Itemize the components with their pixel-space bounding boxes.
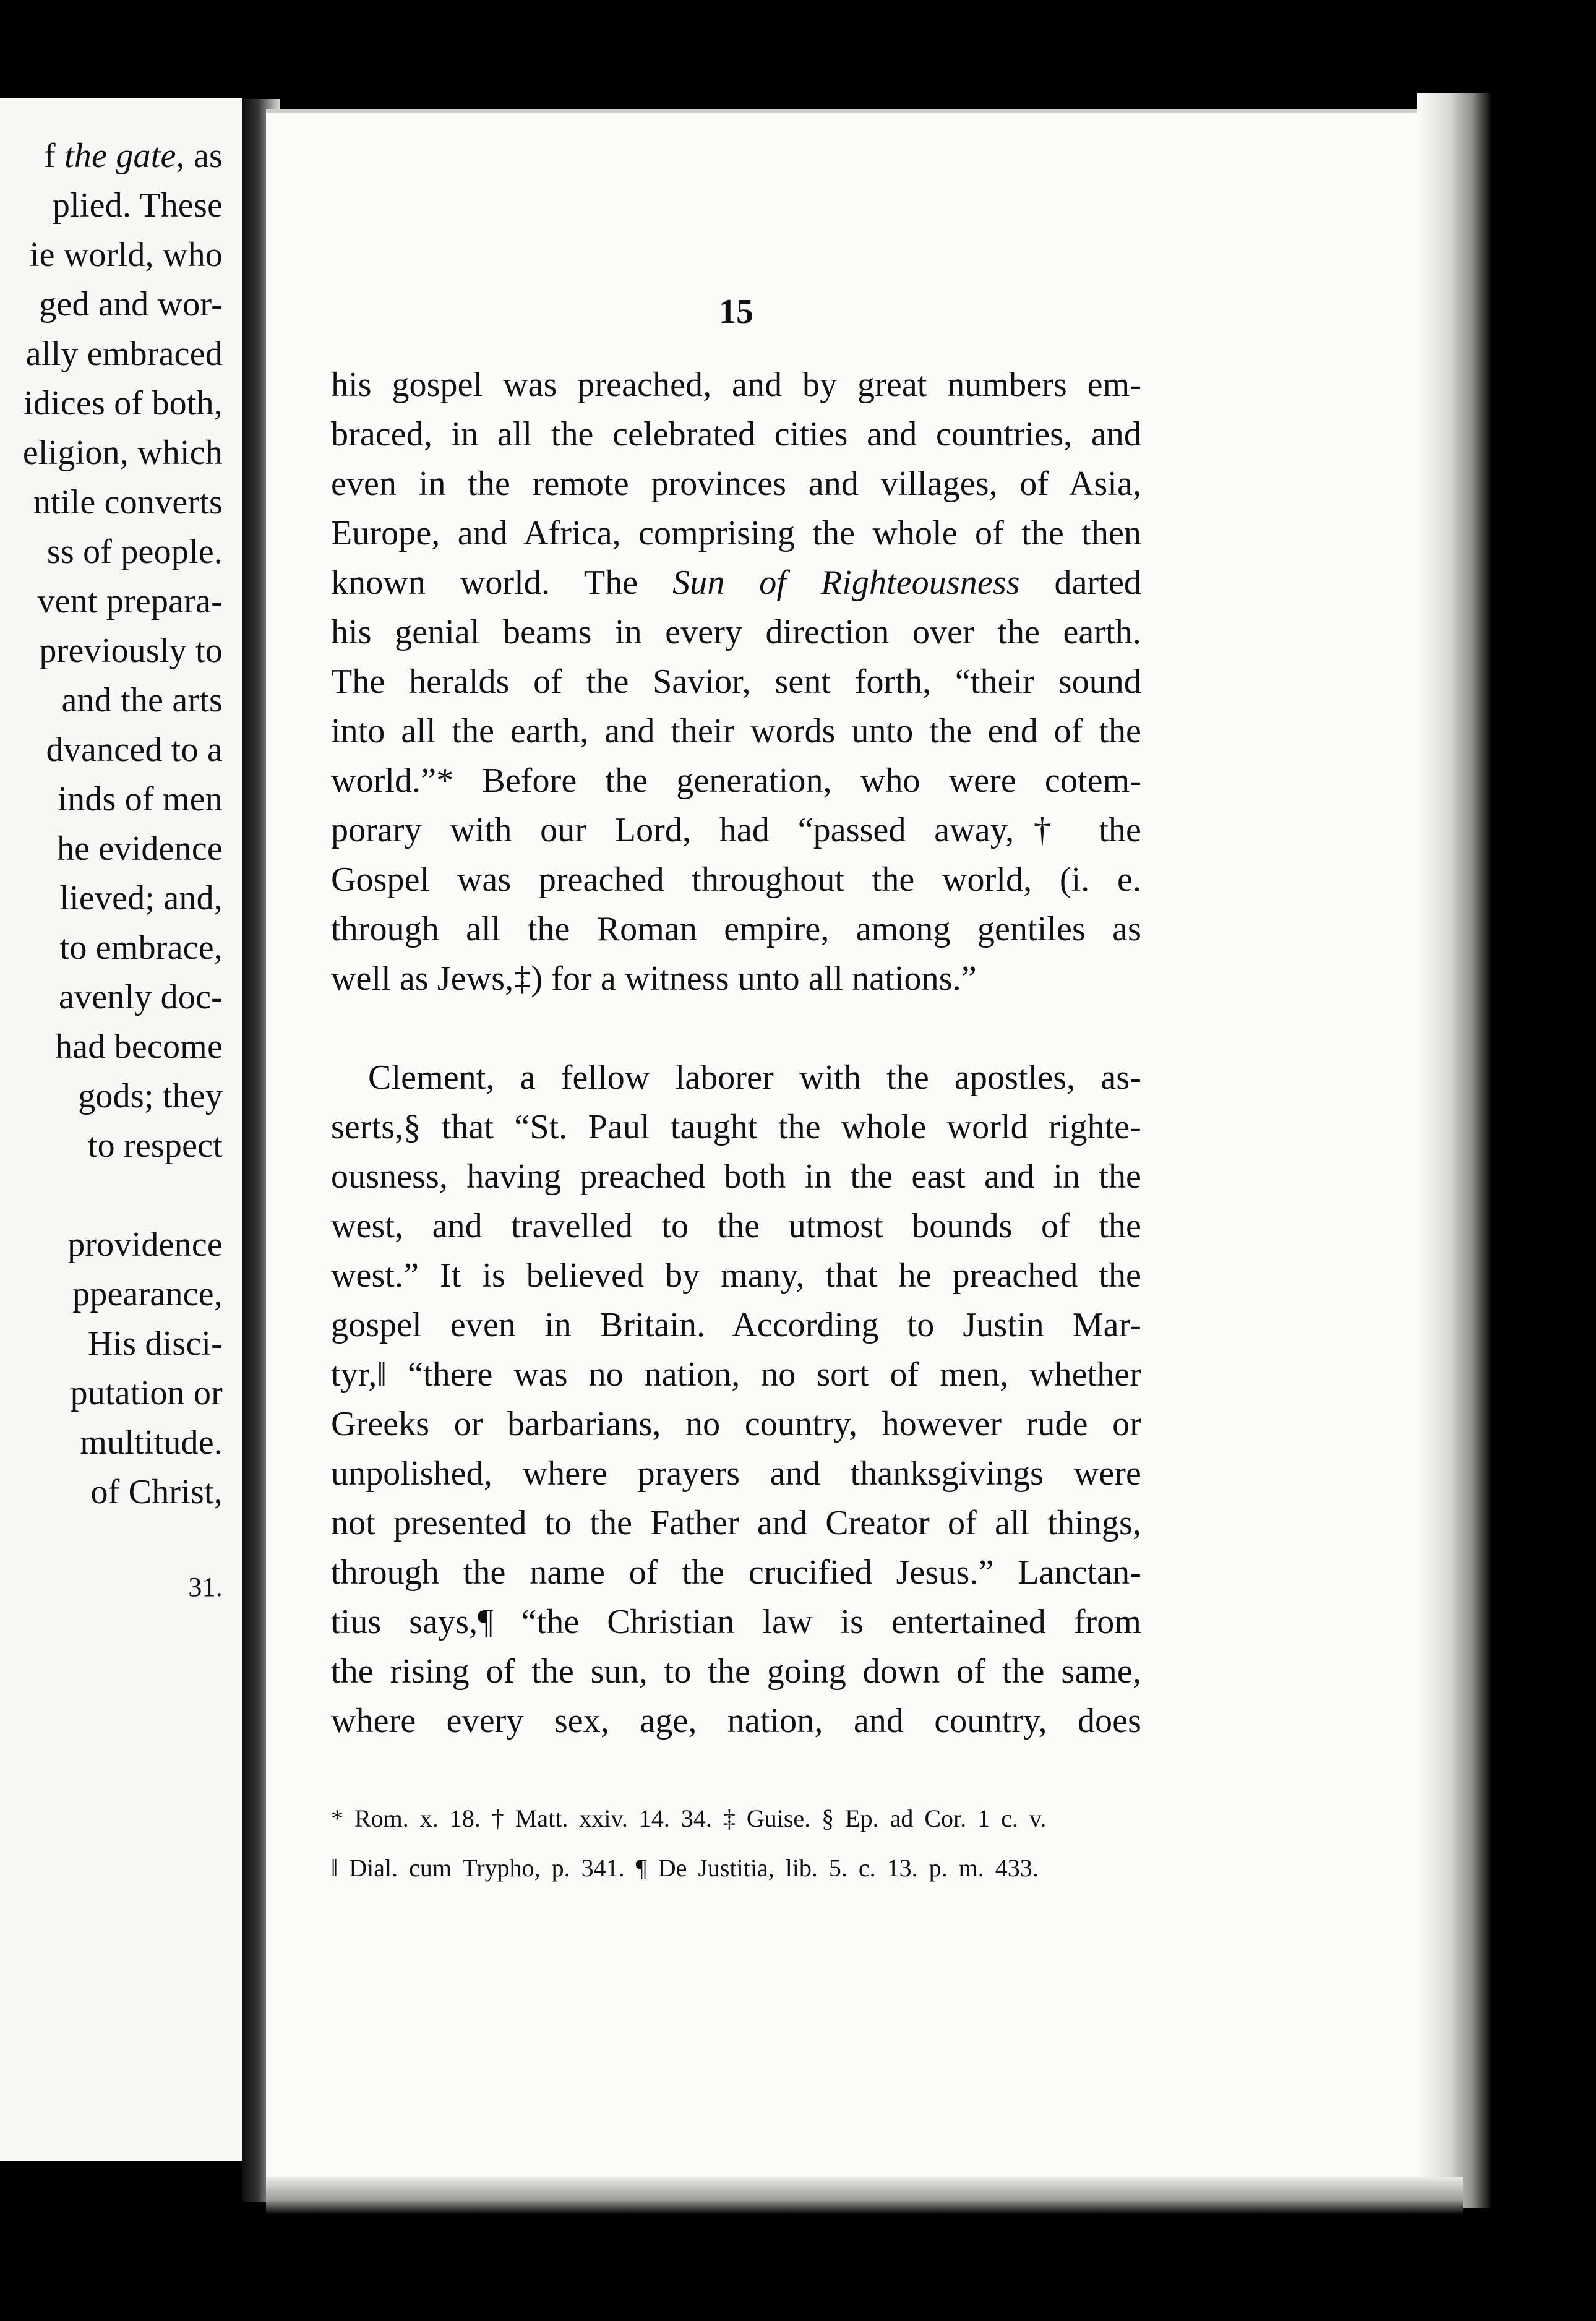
paragraph-line: Gospel was preached throughout the world, (i. e. [331, 860, 1141, 899]
paragraph-line: even in the remote provinces and villages, of Asia, [331, 465, 1141, 503]
paragraph-line: world.”* Before the generation, who were cotem- [331, 762, 1141, 800]
paragraph-line: his genial beams in every direction over the earth. [331, 613, 1141, 651]
paragraph-line: ousness, having preached both in the east and in the [331, 1157, 1141, 1196]
paragraph-line: tius says,¶ “the Christian law is entertained from [331, 1603, 1141, 1641]
paragraph-line: west.” It is believed by many, that he preached the [331, 1256, 1141, 1295]
paragraph-line: braced, in all the celebrated cities and countries, and [331, 415, 1141, 453]
paragraph-line: his gospel was preached, and by great numbers em- [331, 366, 1141, 404]
paragraph-line: Greeks or barbarians, no country, however rude or [331, 1405, 1141, 1443]
italic-phrase: Sun of Righteousness [672, 564, 1020, 602]
left-page-line: previously to [39, 632, 223, 670]
paragraph-line: Clement, a fellow laborer with the apostles, as- [368, 1058, 1141, 1097]
paragraph-line: tyr,‖ “there was no nation, no sort of men, whether [331, 1355, 1141, 1394]
paragraph-line: serts,§ that “St. Paul taught the whole world righte- [331, 1108, 1141, 1146]
footnote-line: * Rom. x. 18. † Matt. xxiv. 14. 34. ‡ Guise. § Ep. ad Cor. 1 c. v. [331, 1804, 1047, 1832]
paragraph-line: into all the earth, and their words unto the end of the [331, 712, 1141, 750]
left-page-line: to respect [87, 1126, 223, 1165]
paragraph-line: porary with our Lord, had “passed away,† the [331, 811, 1141, 849]
paragraph-line: The heralds of the Savior, sent forth, “their sound [331, 663, 1141, 701]
paragraph-line: through the name of the crucified Jesus.” Lanctan- [331, 1553, 1141, 1592]
previous-page-fragment [0, 98, 242, 2161]
left-page-line: lieved; and, [59, 879, 223, 917]
paragraph-line: not presented to the Father and Creator of all things, [331, 1504, 1141, 1542]
left-page-line: he evidence [56, 830, 223, 868]
footnote-line: ‖ Dial. cum Trypho, p. 341. ¶ De Justitia, lib. 5. c. 13. p. m. 433. [331, 1854, 1039, 1882]
left-page-line: providence [67, 1225, 223, 1264]
paragraph-line: unpolished, where prayers and thanksgivings were [331, 1454, 1141, 1493]
page-edge-shadow [1417, 93, 1491, 2208]
left-page-line: ppearance, [72, 1275, 223, 1313]
left-page-line: and the arts [61, 681, 223, 719]
paragraph-line: the rising of the sun, to the going down of the same, [331, 1652, 1141, 1691]
left-page-line: plied. These [52, 186, 223, 225]
left-page-line: inds of men [58, 780, 223, 818]
left-page-line: avenly doc- [59, 978, 223, 1016]
paragraph-line: through all the Roman empire, among gentiles as [331, 910, 1141, 948]
paragraph-line: well as Jews,‡) for a witness unto all nations.” [331, 959, 977, 998]
paragraph-line: west, and travelled to the utmost bounds of the [331, 1207, 1141, 1245]
left-page-line: multitude. [80, 1423, 223, 1462]
left-page-line: putation or [70, 1374, 223, 1412]
paragraph-line: known world. The Sun of Righteousness darted [331, 564, 1142, 602]
paragraph-line: where every sex, age, nation, and country, does [331, 1702, 1141, 1740]
left-page-line: of Christ, [90, 1473, 223, 1511]
left-page-line: had become [55, 1028, 223, 1066]
paragraph-line: gospel even in Britain. According to Justin Mar- [331, 1306, 1141, 1344]
left-page-line: f the gate, as [44, 137, 223, 175]
left-page-line: to embrace, [59, 929, 223, 967]
left-page-line: 31. [188, 1572, 223, 1602]
left-page-line: vent prepara- [37, 582, 223, 620]
left-page-line: eligion, which [22, 434, 223, 472]
left-page-line: dvanced to a [46, 731, 223, 769]
left-page-line: ntile converts [33, 483, 223, 521]
left-page-line: ss of people. [46, 533, 223, 571]
page-bottom-edge [266, 2177, 1463, 2215]
left-page-line: idices of both, [24, 384, 223, 423]
left-page-line: ally embraced [25, 335, 223, 373]
left-page-line: ie world, who [29, 236, 223, 274]
paragraph-line: Europe, and Africa, comprising the whole of the then [331, 514, 1141, 552]
italic-phrase: the gate [64, 137, 176, 175]
left-page-line: His disci- [87, 1324, 223, 1363]
left-page-line: gods; they [78, 1077, 223, 1115]
left-page-line: ged and wor- [39, 285, 223, 324]
page-number: 15 [719, 293, 753, 331]
